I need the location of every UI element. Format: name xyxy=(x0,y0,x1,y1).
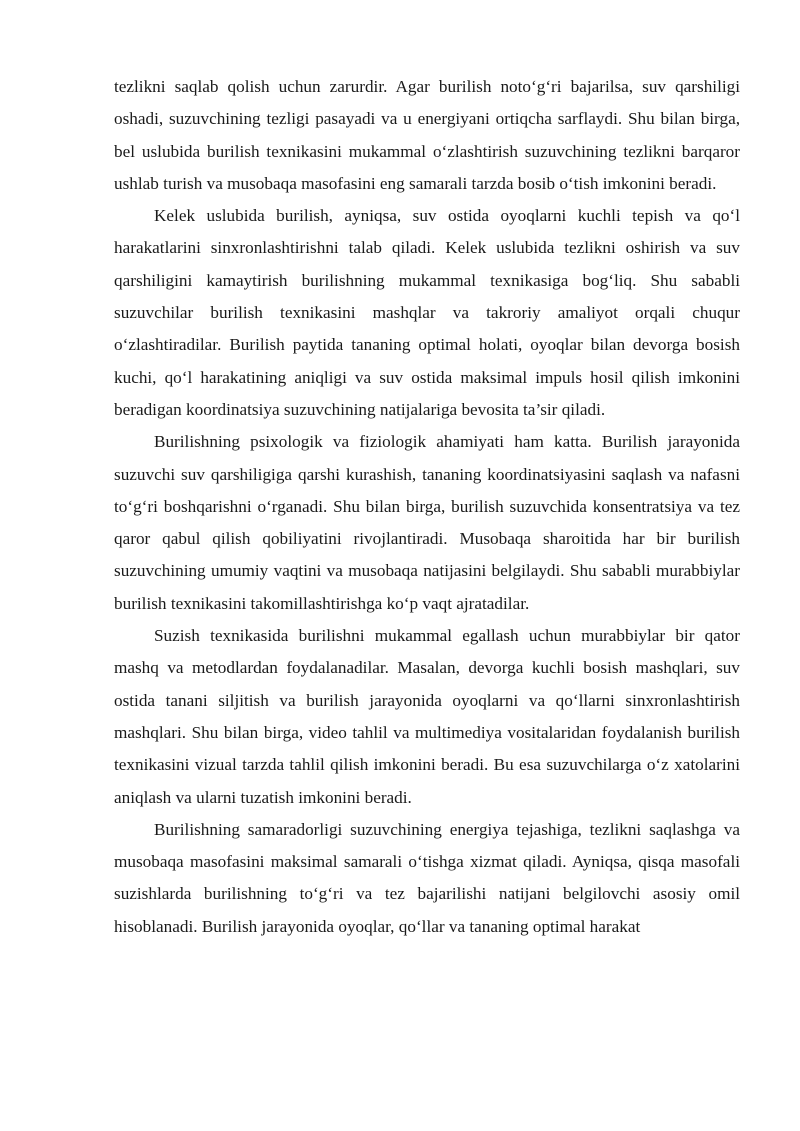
paragraph-training-methods: Suzish texnikasida burilishni mukammal egallash uchun murabbiylar bir qator mashq va metodlardan foydalanadilar. Masalan, devorga kuchli bosish mashqlari, suv ostida tanani siljitish va burilish jarayonida oyoqlarni va qo‘llarni sinxronlashtirish mashqlari. Shu bilan birga, video tahlil va multimediya vositalaridan foydalanish burilish texnikasini vizual tarzda tahlil qilish imkonini beradi. Bu esa suzuvchilarga o‘z xatolarini aniqlash va ularni tuzatish imkonini beradi. xyxy=(114,626,740,807)
paragraph-psychology-physiology: Burilishning psixologik va fiziologik ahamiyati ham katta. Burilish jarayonida suzuvchi suv qarshiligiga qarshi kurashish, tananing koordinatsiyasini saqlash va nafasni to‘g‘ri boshqarishni o‘rganadi. Shu bilan birga, burilish suzuvchida konsentratsiya va tez qaror qabul qilish qobiliyatini rivojlantiradi. Musobaqa sharoitida har bir burilish suzuvchining umumiy vaqtini va musobaqa natijasini belgilaydi. Shu sababli murabbiylar burilish texnikasini takomillashtirishga ko‘p vaqt ajratadilar. xyxy=(114,432,740,613)
paragraph-kelek-turn: Kelek uslubida burilish, ayniqsa, suv ostida oyoqlarni kuchli tepish va qo‘l harakatlarini sinxronlashtirishni talab qiladi. Kelek uslubida tezlikni oshirish va suv qarshiligini kamaytirish burilishning mukammal texnikasiga bog‘liq. Shu sababli suzuvchilar burilish texnikasini mashqlar va takroriy amaliyot orqali chuqur o‘zlashtiradilar. Burilish paytida tananing optimal holati, oyoqlar bilan devorga bosish kuchi, qo‘l harakatining aniqligi va suv ostida maksimal impuls hosil qilish imkonini beradigan koordinatsiya suzuvchining natijalariga bevosita ta’sir qiladi. xyxy=(114,206,740,419)
paragraph-continued-speed: tezlikni saqlab qolish uchun zarurdir. Agar burilish noto‘g‘ri bajarilsa, suv qarshiligi oshadi, suzuvchining tezligi pasayadi va u energiyani ortiqcha sarflaydi. Shu bilan birga, bel uslubida burilish texnikasini mukammal o‘zlashtirish suzuvchining tezlikni barqaror ushlab turish va musobaqa masofasini eng samarali tarzda bosib o‘tish imkonini beradi. xyxy=(114,77,740,193)
paragraph-turn-efficiency: Burilishning samaradorligi suzuvchining energiya tejashiga, tezlikni saqlashga va musobaqa masofasini maksimal samarali o‘tishga xizmat qiladi. Ayniqsa, qisqa masofali suzishlarda burilishning to‘g‘ri va tez bajarilishi natijani belgilovchi asosiy omil hisoblanadi. Burilish jarayonida oyoqlar, qo‘llar va tananing optimal harakat xyxy=(114,819,740,936)
document-page xyxy=(114,71,740,943)
